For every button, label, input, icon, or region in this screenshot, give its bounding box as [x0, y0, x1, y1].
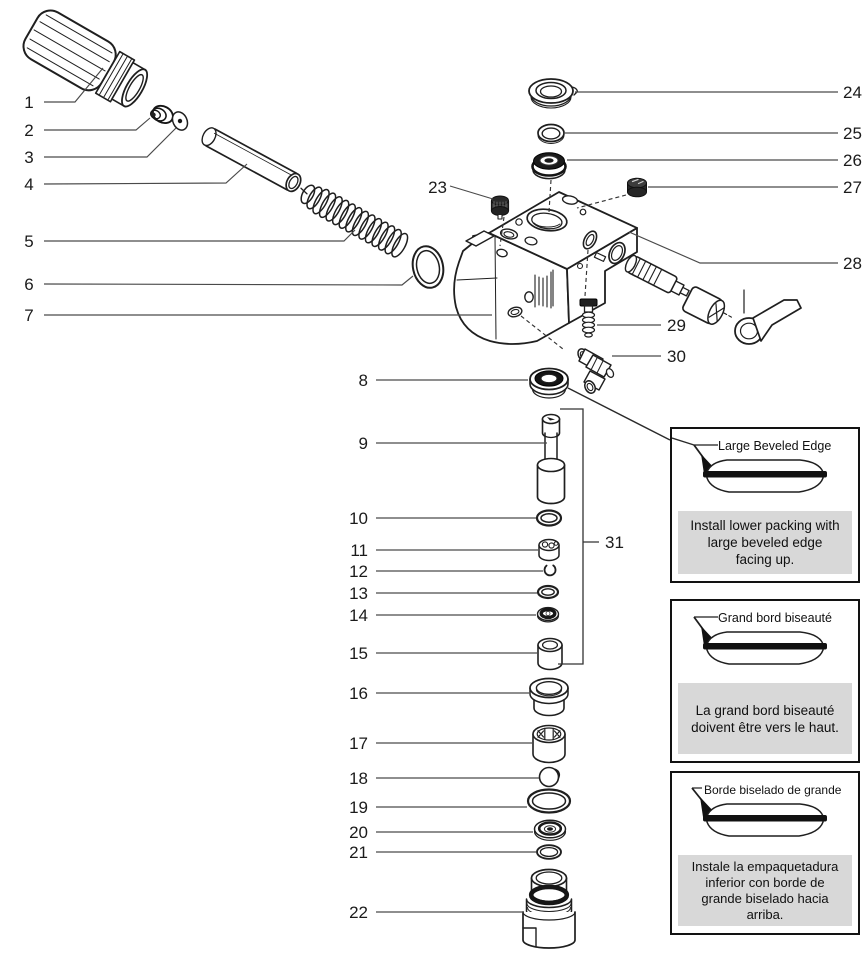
- part-9-piston-rod-icon: [538, 415, 565, 504]
- part-13-o-ring-icon: [538, 586, 558, 598]
- part-8-lower-packing-icon: [530, 369, 568, 399]
- callout-6: 6: [24, 275, 34, 294]
- part-6-o-ring-icon: [409, 243, 447, 290]
- part-27-nut-icon: [628, 178, 647, 197]
- part-20-valve-seat-icon: [535, 820, 566, 840]
- beveled-edge-label: Large Beveled Edge: [718, 439, 832, 453]
- callout-8: 8: [358, 371, 368, 390]
- callout-20: 20: [349, 823, 368, 842]
- part-29-bleed-fitting-icon: [580, 299, 597, 337]
- part-15-spacer-icon: [538, 639, 562, 670]
- callout-19: 19: [349, 798, 368, 817]
- part-21-o-ring-icon: [537, 845, 561, 859]
- instruction-box-french: La grand bord biseauté doivent être vers le haut.: [678, 683, 852, 754]
- callout-12: 12: [349, 562, 368, 581]
- callout-15: 15: [349, 644, 368, 663]
- part-19-o-ring-icon: [528, 790, 570, 813]
- callout-9: 9: [358, 434, 368, 453]
- callout-27: 27: [843, 178, 862, 197]
- callout-14: 14: [349, 606, 368, 625]
- part-26-packing-icon: [533, 153, 566, 179]
- callout-28: 28: [843, 254, 862, 273]
- part-14-seal-washer-icon: [538, 608, 559, 622]
- bracket-31: [558, 409, 599, 664]
- callout-17: 17: [349, 734, 368, 753]
- part-11-bushing-icon: [539, 540, 559, 561]
- inset-note-french: [670, 599, 860, 763]
- part-22-inlet-housing-icon: [523, 870, 575, 949]
- instruction-box-spanish: Instale la empaquetadura inferior con borde de grande biselado hacia arriba.: [678, 855, 852, 926]
- callout-22: 22: [349, 903, 368, 922]
- instruction-box-english: Install lower packing with large beveled edge facing up.: [678, 511, 852, 574]
- part-23-set-screw-icon: [492, 196, 509, 219]
- callout-23: 23: [428, 178, 447, 197]
- callout-4: 4: [24, 175, 34, 194]
- beveled-edge-label: Borde biselado de grande: [704, 783, 842, 797]
- callout-3: 3: [24, 148, 34, 167]
- part-5-spring-icon: [293, 178, 410, 259]
- callout-11: 11: [350, 541, 368, 560]
- part-30-elbow-fitting-icon: [576, 347, 615, 395]
- callout-21: 21: [349, 843, 368, 862]
- beveled-edge-label: Grand bord biseauté: [718, 611, 832, 625]
- inset-note-english: [670, 427, 860, 583]
- callout-2: 2: [24, 121, 34, 140]
- part-4-tube-icon: [199, 125, 303, 193]
- part-10-o-ring-icon: [537, 511, 561, 526]
- callout-29: 29: [667, 316, 686, 335]
- inset-note-spanish: [670, 771, 860, 935]
- callout-13: 13: [349, 584, 368, 603]
- part-1-handle-icon: [18, 5, 155, 115]
- part-17-ball-cage-icon: [533, 726, 565, 763]
- callout-30: 30: [667, 347, 686, 366]
- callout-1: 1: [24, 93, 34, 112]
- part-18-ball-icon: [540, 768, 561, 787]
- part-2-spring-seat-icon: [149, 102, 176, 126]
- part-16-seat-housing-icon: [530, 679, 568, 716]
- callout-18: 18: [349, 769, 368, 788]
- callout-5: 5: [24, 232, 34, 251]
- part-24-gland-icon: [529, 79, 578, 108]
- callout-24: 24: [843, 83, 862, 102]
- callout-31: 31: [605, 533, 624, 552]
- part-7-pump-block-icon: [454, 192, 637, 344]
- callout-25: 25: [843, 124, 862, 143]
- callout-26: 26: [843, 151, 862, 170]
- part-12-snap-ring-icon: [545, 565, 556, 575]
- callout-7: 7: [24, 306, 34, 325]
- callout-10: 10: [349, 509, 368, 528]
- part-25-ring-icon: [538, 125, 564, 144]
- callout-16: 16: [349, 684, 368, 703]
